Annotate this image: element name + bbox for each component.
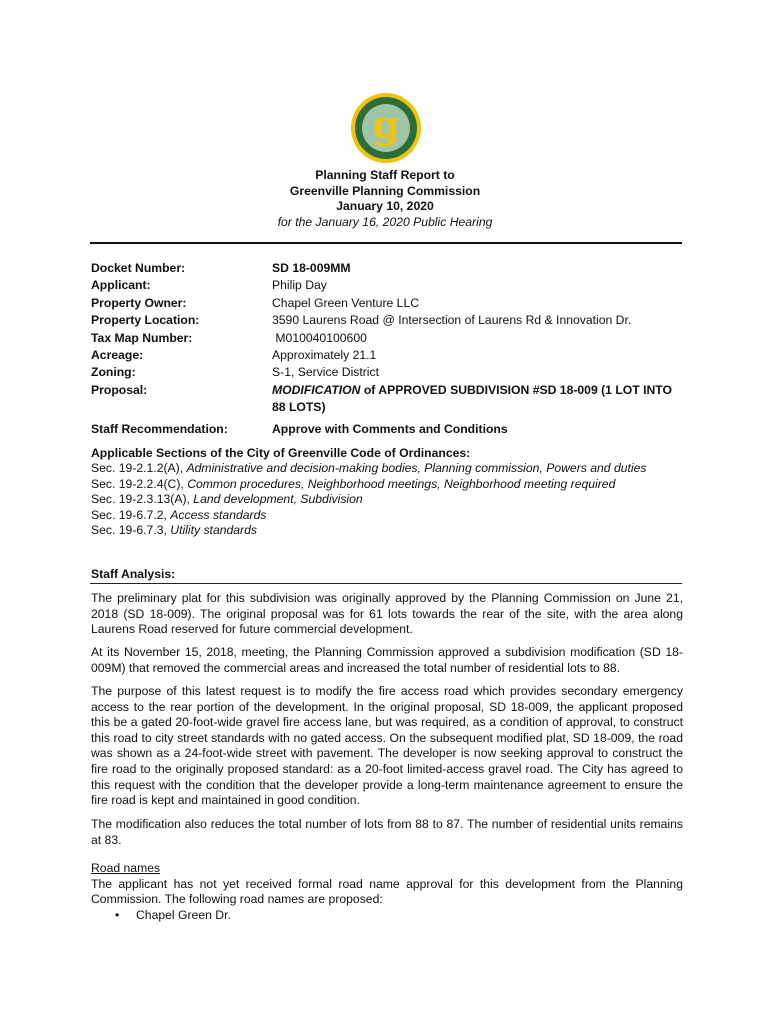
staff-analysis-heading: Staff Analysis: (91, 567, 176, 581)
proposal-value-rest: of APPROVED SUBDIVISION #SD 18-009 (1 LOT INTO 88 LOTS) (272, 382, 672, 415)
info-row-acreage (91, 347, 683, 364)
taxmap-label: Tax Map Number: (91, 330, 193, 345)
taxmap-value: M010040100600 (272, 330, 367, 345)
zoning-label: Zoning: (91, 365, 136, 380)
analysis-divider (90, 583, 682, 584)
applicable-item: Sec. 19-2.1.2(A), Administrative and decision-making bodies, Planning commission, Powers and duties (91, 461, 647, 476)
header-divider (90, 242, 682, 244)
logo-letter: g (372, 102, 400, 147)
info-row-proposal (91, 382, 683, 417)
location-value: 3590 Laurens Road @ Intersection of Laurens Rd & Innovation Dr. (272, 313, 632, 328)
applicable-sections (91, 446, 683, 538)
info-row-docket (91, 260, 683, 277)
header-line-4: for the January 16, 2020 Public Hearing (277, 214, 493, 229)
report-header (0, 168, 770, 230)
applicable-item: Sec. 19-6.7.3, Utility standards (91, 523, 257, 538)
acreage-label: Acreage: (91, 348, 144, 363)
applicant-label: Applicant: (91, 278, 151, 293)
proposal-value (272, 382, 672, 417)
acreage-value: Approximately 21.1 (272, 348, 377, 363)
info-row-location (91, 312, 683, 329)
road-names-heading: Road names (91, 861, 161, 875)
analysis-paragraph-2: At its November 15, 2018, meeting, the Planning Commission approved a subdivision modification (SD 18-009M) that removed the commercial areas and increased the total number of residential lots to 88. (91, 645, 683, 675)
header-line-3: January 10, 2020 (336, 199, 434, 213)
city-logo (350, 92, 422, 164)
applicable-item: Sec. 19-2.3.13(A), Land development, Subdivision (91, 492, 363, 507)
recommendation-value: Approve with Comments and Conditions (272, 421, 508, 436)
info-row-applicant (91, 277, 683, 294)
recommendation-label: Staff Recommendation: (91, 421, 228, 436)
applicant-value: Philip Day (272, 278, 327, 293)
road-names-intro: The applicant has not yet received formal road name approval for this development from the Planning Commission. The following road names are proposed: (91, 876, 683, 907)
location-label: Property Location: (91, 313, 200, 328)
docket-label: Docket Number: (91, 261, 186, 275)
proposal-label: Proposal: (91, 382, 148, 397)
analysis-paragraph-3: The purpose of this latest request is to modify the fire access road which provides secondary emergency access to the rear portion of the development. In the original proposal, SD 18-009, the applicant proposed this be a gated 20-foot-wide gravel fire access lane, but was required, as a condition of approval, to construct this road to city street standards with no gated access. On the subsequent modified plat, SD 18-009, the road was shown as a 24-foot-wide street with pavement. The developer is now seeking approval to construct the fire road to the originally proposed standard: as a 20-foot limited-access gravel road. The City has agreed to this request with the condition that the developer provide a long-term maintenance agreement to ensure the fire road is kept and maintained in good condition. (91, 684, 683, 808)
docket-info (91, 260, 683, 438)
road-name-item: • Chapel Green Dr. (91, 908, 683, 924)
road-names-list (91, 908, 683, 924)
info-row-owner (91, 295, 683, 312)
proposal-value-italic: MODIFICATION (272, 382, 361, 397)
road-names-section (91, 861, 683, 923)
applicable-item: Sec. 19-6.7.2, Access standards (91, 507, 267, 522)
analysis-paragraph-4: The modification also reduces the total number of lots from 88 to 87. The number of residential units remains at 83. (91, 817, 683, 847)
owner-label: Property Owner: (91, 295, 187, 310)
applicable-item: Sec. 19-2.2.4(C), Common procedures, Neighborhood meetings, Neighborhood meeting required (91, 476, 616, 491)
zoning-value: S-1, Service District (272, 365, 379, 380)
analysis-paragraph-1: The preliminary plat for this subdivision was originally approved by the Planning Commission on June 21, 2018 (SD 18-009). The original proposal was for 61 lots towards the rear of the site, with the area along Laurens Road reserved for future commercial development. (91, 591, 683, 637)
info-row-recommendation (91, 421, 683, 438)
header-line-2: Greenville Planning Commission (289, 183, 481, 198)
info-row-zoning (91, 364, 683, 381)
docket-value: SD 18-009MM (272, 261, 351, 275)
info-row-taxmap (91, 330, 683, 347)
header-line-1: Planning Staff Report to (315, 168, 455, 182)
owner-value: Chapel Green Venture LLC (272, 295, 420, 310)
applicable-heading: Applicable Sections of the City of Greenville Code of Ordinances: (91, 446, 471, 460)
